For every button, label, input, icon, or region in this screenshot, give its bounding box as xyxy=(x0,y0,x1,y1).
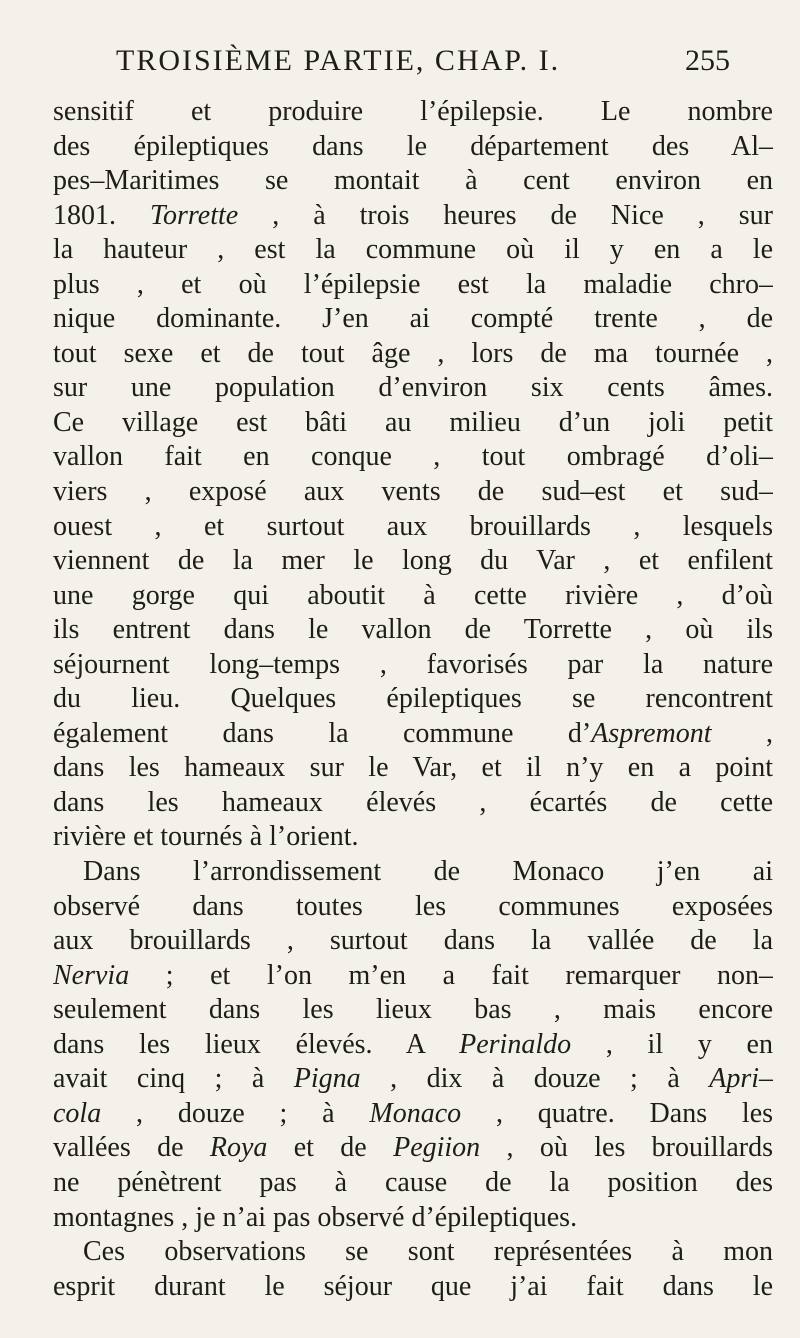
text-line xyxy=(53,648,773,683)
text-run: une gorge qui aboutit à cette rivière , d’où xyxy=(53,579,773,611)
text-run: observé dans toutes les communes exposées xyxy=(53,890,773,922)
text-line xyxy=(53,890,773,925)
text-line xyxy=(53,579,773,614)
text-line xyxy=(53,1235,773,1270)
italic-term: Torrette xyxy=(150,199,239,231)
text-run: montagnes , je n’ai pas observé d’épileptiques. xyxy=(53,1201,578,1233)
text-run: rivière et tournés à l’orient. xyxy=(53,821,359,853)
text-run: dans les hameaux sur le Var, et il n’y en a point xyxy=(53,752,773,784)
text-run: également dans la commune d’ xyxy=(53,717,592,749)
text-run: esprit durant le séjour que j’ai fait dans le xyxy=(53,1270,773,1302)
italic-term: Apri– xyxy=(709,1063,773,1095)
text-run: ils entrent dans le vallon de Torrette , où ils xyxy=(53,614,773,646)
text-line xyxy=(53,1131,773,1166)
text-run: dans les lieux élevés. A xyxy=(53,1028,460,1060)
text-line xyxy=(53,717,773,752)
italic-term: Nervia xyxy=(53,959,130,991)
text-run: dans les hameaux élevés , écartés de cette xyxy=(53,786,773,818)
text-run: ouest , et surtout aux brouillards , lesquels xyxy=(53,510,773,542)
running-head xyxy=(110,44,730,84)
text-run: et de xyxy=(267,1132,394,1164)
text-run: , xyxy=(711,717,773,749)
text-run: plus , et où l’épilepsie est la maladie chro– xyxy=(53,268,773,300)
text-run: 1801. xyxy=(53,199,151,231)
italic-term: Pigna xyxy=(293,1063,361,1095)
text-line xyxy=(53,1062,773,1097)
text-line xyxy=(53,544,773,579)
text-line xyxy=(53,302,773,337)
text-line xyxy=(53,682,773,717)
text-run: viers , exposé aux vents de sud–est et sud– xyxy=(53,476,773,508)
text-run: , où les brouillards xyxy=(480,1132,773,1164)
text-line xyxy=(53,1028,773,1063)
page-number: 255 xyxy=(685,44,730,77)
text-line xyxy=(53,130,773,165)
italic-term: cola xyxy=(53,1097,102,1129)
text-run: viennent de la mer le long du Var , et enfilent xyxy=(53,545,773,577)
text-line xyxy=(53,406,773,441)
text-run: aux brouillards , surtout dans la vallée de la xyxy=(53,925,773,957)
text-line xyxy=(53,1097,773,1132)
text-line xyxy=(53,1270,773,1305)
running-head-title: TROISIÈME PARTIE, CHAP. I. xyxy=(116,44,561,77)
text-run: ; et l’on m’en a fait remarquer non– xyxy=(129,959,773,991)
text-line xyxy=(53,855,773,890)
text-run: la hauteur , est la commune où il y en a le xyxy=(53,234,773,266)
text-line xyxy=(53,510,773,545)
text-run: avait cinq ; à xyxy=(53,1063,294,1095)
text-line xyxy=(53,440,773,475)
body-text xyxy=(53,95,773,1304)
text-run: seulement dans les lieux bas , mais encore xyxy=(53,994,773,1026)
text-run: du lieu. Quelques épileptiques se rencontrent xyxy=(53,683,773,715)
text-run: pes–Maritimes se montait à cent environ en xyxy=(53,165,773,197)
text-line xyxy=(53,268,773,303)
text-line xyxy=(53,993,773,1028)
text-line xyxy=(53,95,773,130)
text-run: séjournent long–temps , favorisés par la nature xyxy=(53,648,773,680)
italic-term: Aspremont xyxy=(591,717,712,749)
text-line xyxy=(53,337,773,372)
text-line xyxy=(53,164,773,199)
italic-term: Pegiion xyxy=(393,1132,481,1164)
text-run: Ces observations se sont représentées à mon xyxy=(83,1236,773,1268)
text-run: ne pénètrent pas à cause de la position des xyxy=(53,1166,773,1198)
text-run: tout sexe et de tout âge , lors de ma tournée , xyxy=(53,337,773,369)
text-run: nique dominante. J’en ai compté trente , de xyxy=(53,303,773,335)
text-line xyxy=(53,820,773,855)
text-run: , il y en xyxy=(571,1028,773,1060)
italic-term: Monaco xyxy=(369,1097,462,1129)
text-run: vallées de xyxy=(53,1132,210,1164)
text-run: sur une population d’environ six cents âmes. xyxy=(53,372,773,404)
text-line xyxy=(53,1201,773,1236)
text-run: sensitif et produire l’épilepsie. Le nombre xyxy=(53,96,773,127)
text-run: , à trois heures de Nice , sur xyxy=(238,199,773,231)
text-run: des épileptiques dans le département des Al– xyxy=(53,130,773,162)
italic-term: Roya xyxy=(209,1132,268,1164)
text-run: , dix à douze ; à xyxy=(360,1063,710,1095)
text-run: vallon fait en conque , tout ombragé d’oli– xyxy=(53,441,773,473)
text-run: , douze ; à xyxy=(101,1097,370,1129)
text-line xyxy=(53,1166,773,1201)
text-line xyxy=(53,751,773,786)
text-line xyxy=(53,959,773,994)
text-line xyxy=(53,475,773,510)
italic-term: Perinaldo xyxy=(459,1028,572,1060)
text-line xyxy=(53,786,773,821)
text-line xyxy=(53,233,773,268)
text-run: Dans l’arrondissement de Monaco j’en ai xyxy=(83,856,773,888)
text-run: , quatre. Dans les xyxy=(461,1097,773,1129)
text-line xyxy=(53,613,773,648)
text-line xyxy=(53,199,773,234)
text-line xyxy=(53,924,773,959)
text-line xyxy=(53,371,773,406)
text-run: Ce village est bâti au milieu d’un joli petit xyxy=(53,406,773,438)
